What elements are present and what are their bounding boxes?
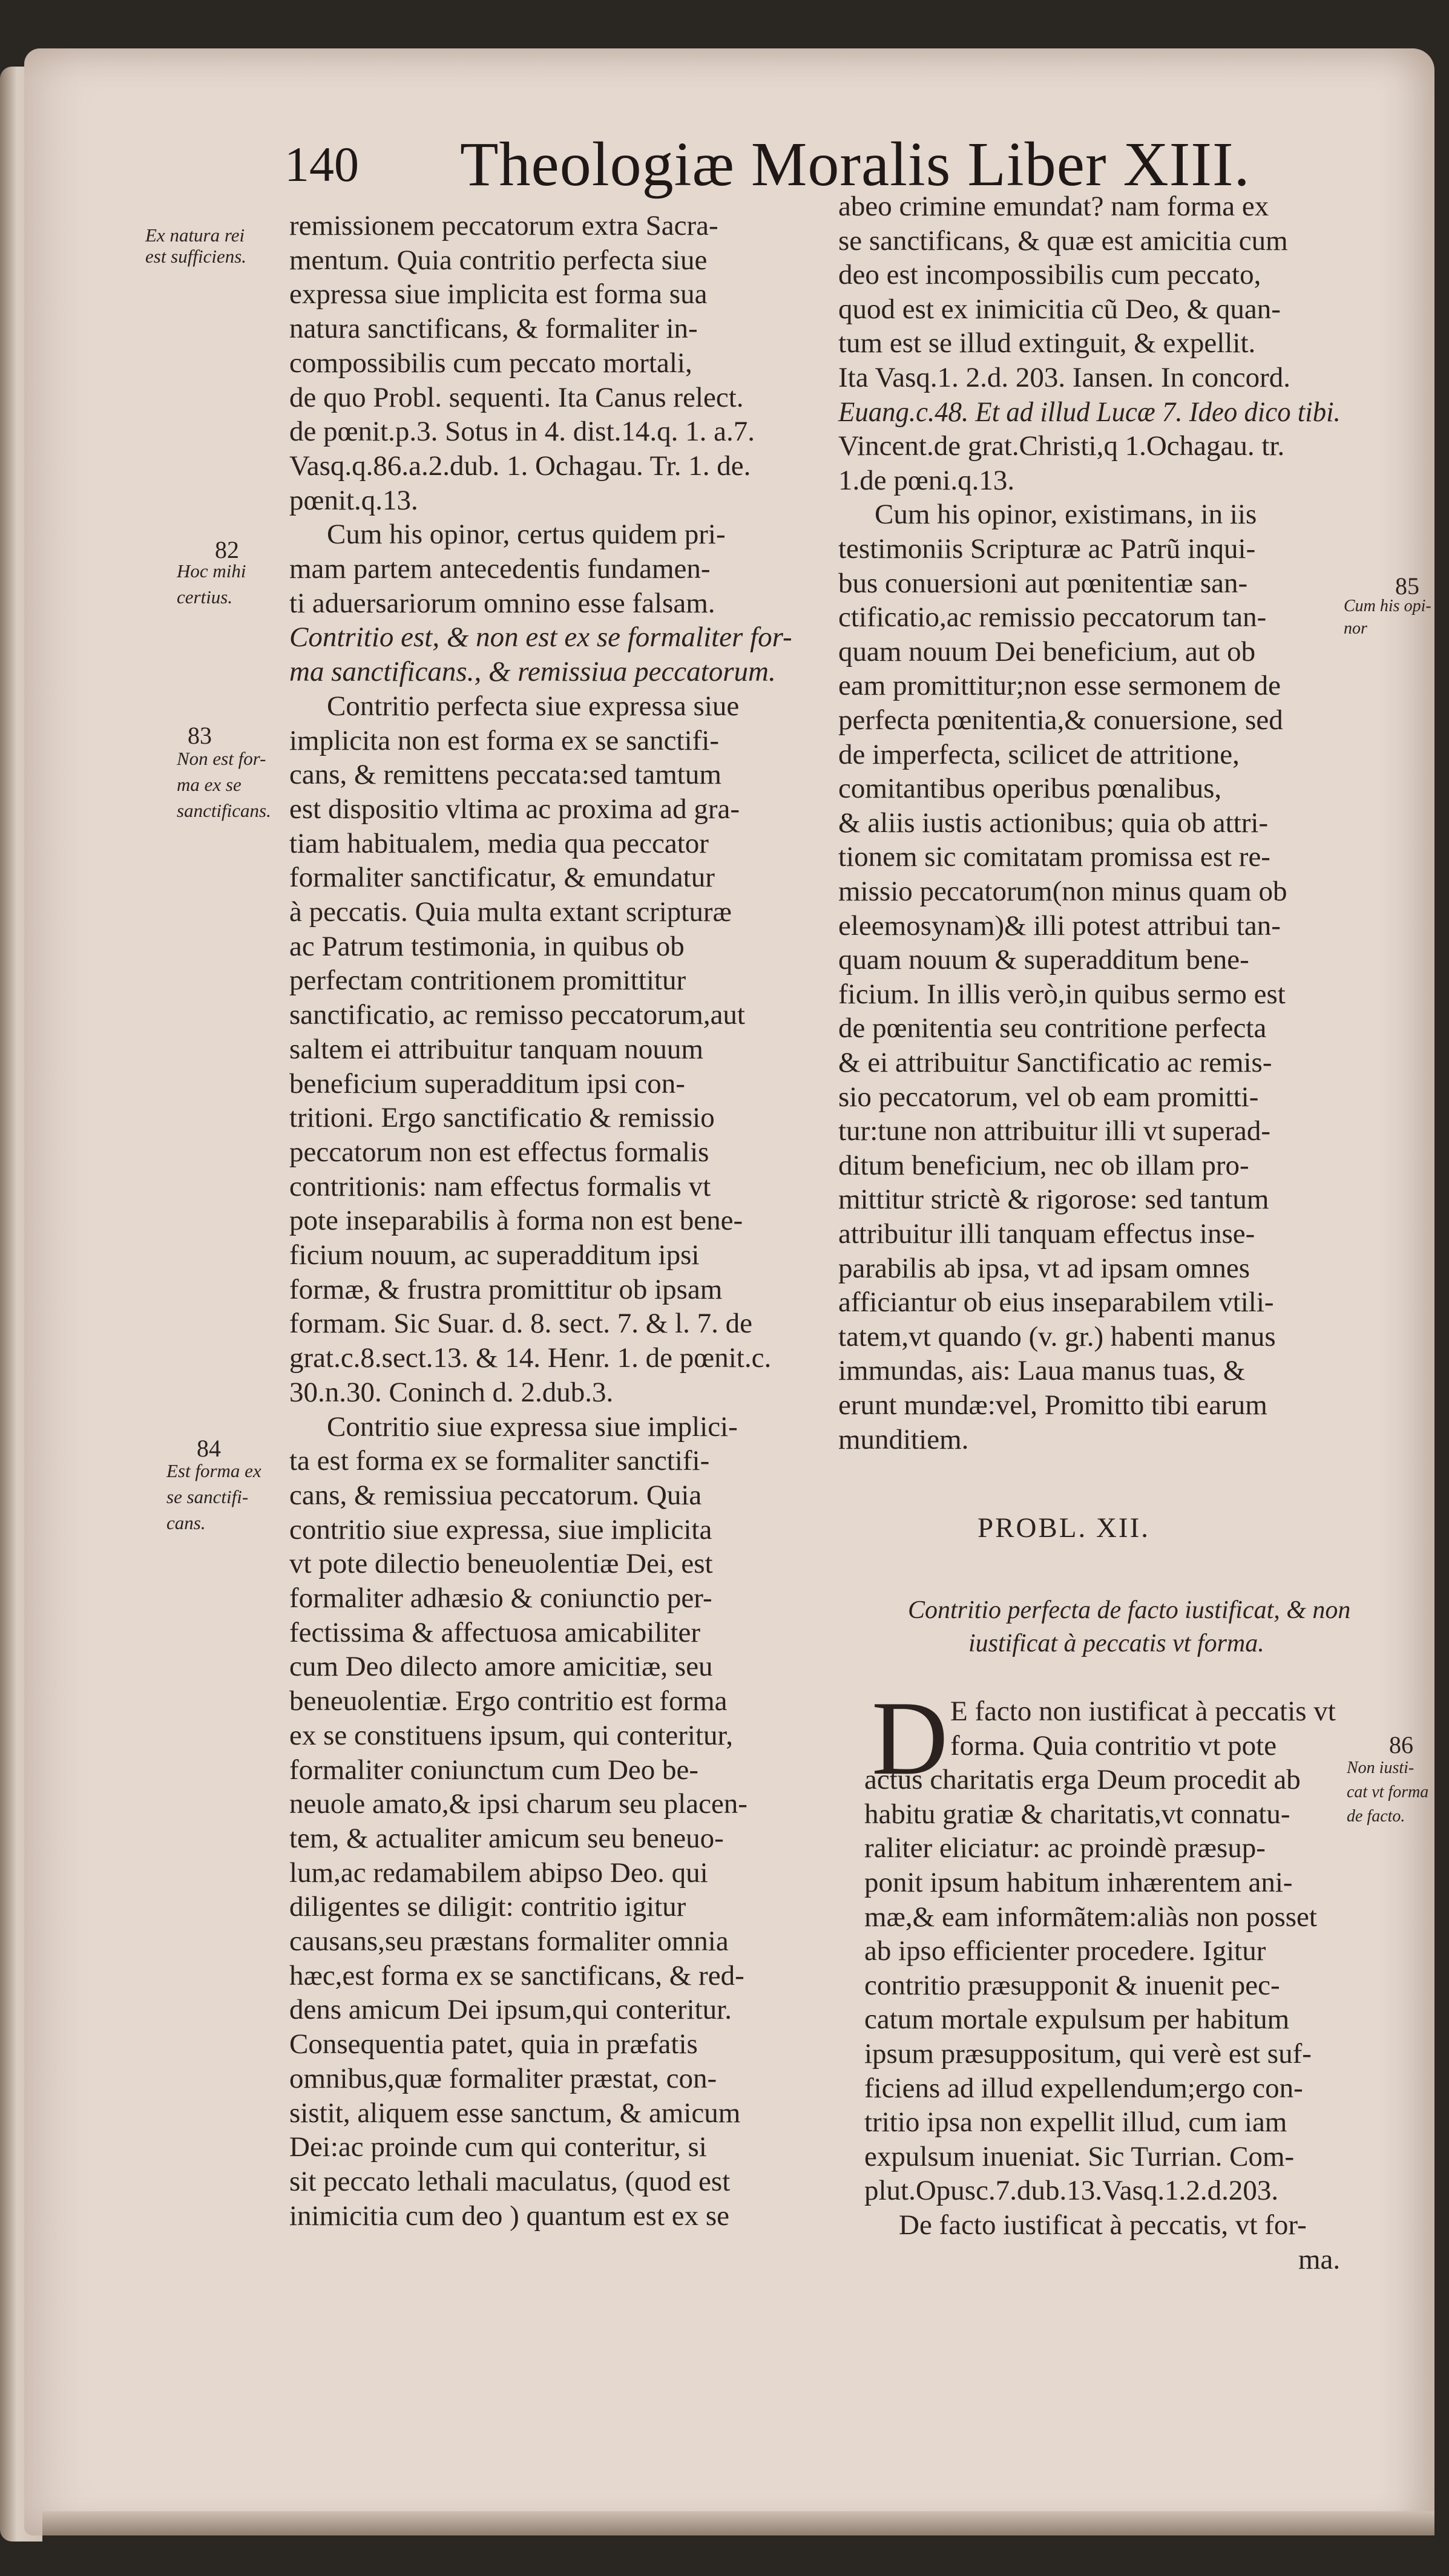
text-line: erunt mundæ:vel, Promitto tibi earum [838, 1389, 1267, 1421]
text-line: de pœnit.p.3. Sotus in 4. dist.14.q. 1. a.7. [289, 416, 755, 448]
text-line: inimicitia cum deo ) quantum est ex se [289, 2200, 730, 2232]
text-line: pote inseparabilis à forma non est bene- [289, 1205, 743, 1237]
text-line: formaliter coniunctum cum Deo be- [289, 1754, 699, 1786]
text-line: ponit ipsum habitum inhærentem ani- [864, 1867, 1293, 1898]
text-line: beneuolentiæ. Ergo contritio est forma [289, 1685, 728, 1717]
margin-note: Non est for- [177, 748, 266, 769]
margin-note: Non iusti- [1347, 1758, 1414, 1777]
margin-number: 86 [1389, 1731, 1413, 1758]
margin-number: 84 [197, 1435, 221, 1462]
text-line: ditum beneficium, nec ob illam pro- [838, 1149, 1249, 1181]
text-line: testimoniis Scripturæ ac Patrũ inqui- [838, 533, 1256, 565]
text-line: est dispositio vltima ac proxima ad gra- [289, 793, 740, 825]
page-number: 140 [284, 137, 359, 192]
text-line: deo est incompossibilis cum peccato, [838, 259, 1261, 291]
text-line: plut.Opusc.7.dub.13.Vasq.1.2.d.203. [864, 2175, 1279, 2207]
text-line: à peccatis. Quia multa extant scripturæ [289, 896, 732, 928]
text-line: quod est ex inimicitia cũ Deo, & quan- [838, 293, 1281, 325]
text-line: Contritio siue expressa siue implici- [327, 1411, 738, 1443]
text-line: sio peccatorum, vel ob eam promitti- [838, 1081, 1259, 1113]
text-line: 1.de pœni.q.13. [838, 464, 1015, 496]
text-line: de quo Probl. sequenti. Ita Canus relect. [289, 381, 744, 413]
text-line: sistit, aliquem esse sanctum, & amicum [289, 2097, 741, 2129]
text-line: parabilis ab ipsa, vt ad ipsam omnes [838, 1252, 1250, 1284]
text-line: contritio siue expressa, siue implicita [289, 1513, 712, 1545]
text-line: Cum his opinor, existimans, in iis [875, 499, 1257, 531]
text-line: formaliter adhæsio & coniunctio per- [289, 1582, 712, 1614]
margin-number: 83 [188, 722, 212, 749]
margin-number: 82 [215, 536, 239, 563]
text-line: expressa siue implicita est forma sua [289, 278, 708, 310]
text-line: tionem sic comitatam promissa est re- [838, 841, 1270, 873]
text-line: 30.n.30. Coninch d. 2.dub.3. [289, 1376, 614, 1408]
text-line: beneficium superadditum ipsi con- [289, 1067, 685, 1100]
text-line: actus charitatis erga Deum procedit ab [864, 1764, 1301, 1796]
text-line: quam nouum Dei beneficium, aut ob [838, 635, 1256, 667]
text-line: quam nouum & superadditum bene- [838, 944, 1249, 976]
text-line: grat.c.8.sect.13. & 14. Henr. 1. de pœnit.c. [289, 1342, 772, 1374]
text-line: tem, & actualiter amicum seu beneuo- [289, 1822, 724, 1854]
text-line: & aliis iustis actionibus; quia ob attri- [838, 807, 1269, 839]
text-line: Contritio est, & non est ex se formaliter for- [289, 621, 792, 654]
margin-note: sanctificans. [177, 800, 271, 821]
text-line: munditiem. [838, 1423, 969, 1455]
text-line: fectissima & affectuosa amicabiliter [289, 1616, 701, 1648]
text-line: tur:tune non attribuitur illi vt superad- [838, 1115, 1270, 1147]
margin-note: est sufficiens. [145, 246, 247, 267]
text-line: ficiens ad illud expellendum;ergo con- [864, 2072, 1303, 2104]
text-line: sanctificatio, ac remisso peccatorum,aut [289, 999, 745, 1031]
text-line: sit peccato lethali maculatus, (quod est [289, 2165, 731, 2197]
problem-heading: PROBL. XII. [978, 1512, 1150, 1544]
text-line: tatem,vt quando (v. gr.) habenti manus [838, 1320, 1276, 1352]
text-line: Dei:ac proinde cum qui conteritur, si [289, 2131, 707, 2163]
text-line: implicita non est forma ex se sanctifi- [289, 724, 720, 756]
margin-note: cat vt forma [1347, 1783, 1429, 1801]
text-line: causans,seu præstans formaliter omnia [289, 1925, 729, 1957]
margin-note: Cum his opi- [1344, 597, 1431, 615]
text-line: bus conuersioni aut pœnitentiæ san- [838, 567, 1248, 599]
text-line: comitantibus operibus pœnalibus, [838, 773, 1222, 805]
text-line: tiam habitualem, media qua peccator [289, 827, 709, 859]
text-line: Euang.c.48. Et ad illud Lucæ 7. Ideo dico tibi. [838, 396, 1341, 428]
margin-note: Est forma ex [166, 1460, 261, 1481]
text-line: omnibus,quæ formaliter præstat, con- [289, 2062, 717, 2094]
text-line: forma. Quia contritio vt pote [950, 1729, 1277, 1762]
problem-subtitle: Contritio perfecta de facto iustificat, & non [908, 1596, 1351, 1624]
text-line: formaliter sanctificatur, & emundatur [289, 862, 715, 894]
text-line: Cum his opinor, certus quidem pri- [327, 519, 726, 551]
text-line: tritioni. Ergo sanctificatio & remissio [289, 1102, 715, 1134]
margin-note: de facto. [1347, 1807, 1405, 1826]
text-line: mæ,& eam informãtem:aliàs non posset [864, 1901, 1317, 1933]
text-line: mittitur strictè & rigorose: sed tantum [838, 1184, 1269, 1216]
problem-subtitle: iustificat à peccatis vt forma. [968, 1630, 1264, 1657]
text-line: abeo crimine emundat? nam forma ex [838, 191, 1269, 222]
text-line: cans, & remittens peccata:sed tamtum [289, 759, 721, 791]
margin-note: ma ex se [177, 774, 242, 795]
text-line: tum est se illud extinguit, & expellit. [838, 327, 1256, 359]
text-line: ab ipso efficienter procedere. Igitur [864, 1935, 1266, 1967]
text-line: ficium. In illis verò,in quibus sermo est [838, 978, 1286, 1010]
text-line: natura sanctificans, & formaliter in- [289, 313, 698, 345]
margin-note: Hoc mihi [177, 560, 246, 582]
text-line: E facto non iustificat à peccatis vt [950, 1696, 1336, 1727]
text-line: vt pote dilectio beneuolentiæ Dei, est [289, 1548, 713, 1580]
text-line: Contritio perfecta siue expressa siue [327, 690, 740, 722]
text-line: Ita Vasq.1. 2.d. 203. Iansen. In concord. [838, 362, 1291, 393]
running-title: Theologiæ Moralis Liber XIII. [460, 129, 1250, 199]
text-line: cum Deo dilecto amore amicitiæ, seu [289, 1651, 713, 1683]
text-line: dens amicum Dei ipsum,qui conteritur. [289, 1994, 732, 2026]
text-line: attribuitur illi tanquam effectus inse- [838, 1218, 1255, 1250]
text-line: cans, & remissiua peccatorum. Quia [289, 1479, 702, 1511]
text-line: mentum. Quia contritio perfecta siue [289, 244, 708, 276]
margin-note: nor [1344, 619, 1367, 638]
text-line: raliter eliciatur: ac proindè præsup- [864, 1832, 1266, 1864]
text-line: formam. Sic Suar. d. 8. sect. 7. & l. 7. de [289, 1308, 752, 1340]
text-line: lum,ac redamabilem abipso Deo. qui [289, 1857, 708, 1889]
page-bottom-edge [42, 2511, 1434, 2535]
text-line: Consequentia patet, quia in præfatis [289, 2028, 698, 2060]
text-line: perfectam contritionem promittitur [289, 965, 686, 997]
text-line: de pœnitentia seu contritione perfecta [838, 1012, 1267, 1044]
text-line: ta est forma ex se formaliter sanctifi- [289, 1445, 710, 1477]
text-line: De facto iustificat à peccatis, vt for- [899, 2209, 1307, 2241]
text-line: diligentes se diligit: contritio igitur [289, 1891, 686, 1923]
text-line: contritionis: nam effectus formalis vt [289, 1170, 711, 1202]
margin-note: certius. [177, 586, 233, 608]
text-line: saltem ei attribuitur tanquam nouum [289, 1033, 703, 1065]
text-line: expulsum inueniat. Sic Turrian. Com- [864, 2140, 1295, 2172]
text-line: ti aduersariorum omnino esse falsam. [289, 587, 715, 619]
text-line: immundas, ais: Laua manus tuas, & [838, 1355, 1246, 1387]
text-line: ac Patrum testimonia, in quibus ob [289, 930, 685, 962]
margin-number: 85 [1395, 572, 1419, 600]
text-line: ipsum præsuppositum, qui verè est suf- [864, 2038, 1312, 2070]
margin-note: Ex natura rei [145, 224, 245, 246]
text-line: hæc,est forma ex se sanctificans, & red- [289, 1959, 744, 1991]
text-line: & ei attribuitur Sanctificatio ac remis- [838, 1047, 1272, 1078]
text-line: missio peccatorum(non minus quam ob [838, 876, 1287, 907]
text-line: formæ, & frustra promittitur ob ipsam [289, 1273, 723, 1305]
text-line: ma. [1298, 2243, 1341, 2275]
text-line: afficiantur ob eius inseparabilem vtili- [838, 1286, 1274, 1319]
text-line: ficium nouum, ac superadditum ipsi [289, 1239, 700, 1271]
text-line: de imperfecta, scilicet de attritione, [838, 738, 1240, 770]
text-line: pœnit.q.13. [289, 484, 418, 516]
text-line: eleemosynam)& illi potest attribui tan- [838, 909, 1281, 942]
margin-note: se sanctifi- [166, 1486, 249, 1507]
text-line: mam partem antecedentis fundamen- [289, 553, 711, 585]
text-line: neuole amato,& ipsi charum seu placen- [289, 1788, 748, 1820]
text-line: ctificatio,ac remissio peccatorum tan- [838, 601, 1267, 634]
text-line: ma sanctificans., & remissiua peccatorum. [289, 656, 776, 688]
text-line: perfecta pœnitentia,& conuersione, sed [838, 704, 1283, 736]
text-line: remissionem peccatorum extra Sacra- [289, 210, 718, 241]
text-line: habitu gratiæ & charitatis,vt connatu- [864, 1798, 1290, 1830]
text-line: contritio præsupponit & inuenit pec- [864, 1969, 1280, 2001]
text-line: catum mortale expulsum per habitum [864, 2004, 1290, 2036]
text-line: se sanctificans, & quæ est amicitia cum [838, 224, 1288, 257]
text-line: compossibilis cum peccato mortali, [289, 347, 692, 379]
text-line: tritio ipsa non expellit illud, cum iam [864, 2106, 1287, 2138]
drop-cap: D [872, 1679, 948, 1797]
text-line: Vasq.q.86.a.2.dub. 1. Ochagau. Tr. 1. de. [289, 450, 751, 482]
text-line: Vincent.de grat.Christi,q 1.Ochagau. tr. [838, 430, 1285, 462]
text-line: ex se constituens ipsum, qui conteritur, [289, 1719, 734, 1751]
text-line: eam promittitur;non esse sermonem de [838, 670, 1281, 702]
text-line: peccatorum non est effectus formalis [289, 1136, 709, 1168]
margin-note: cans. [166, 1512, 206, 1533]
